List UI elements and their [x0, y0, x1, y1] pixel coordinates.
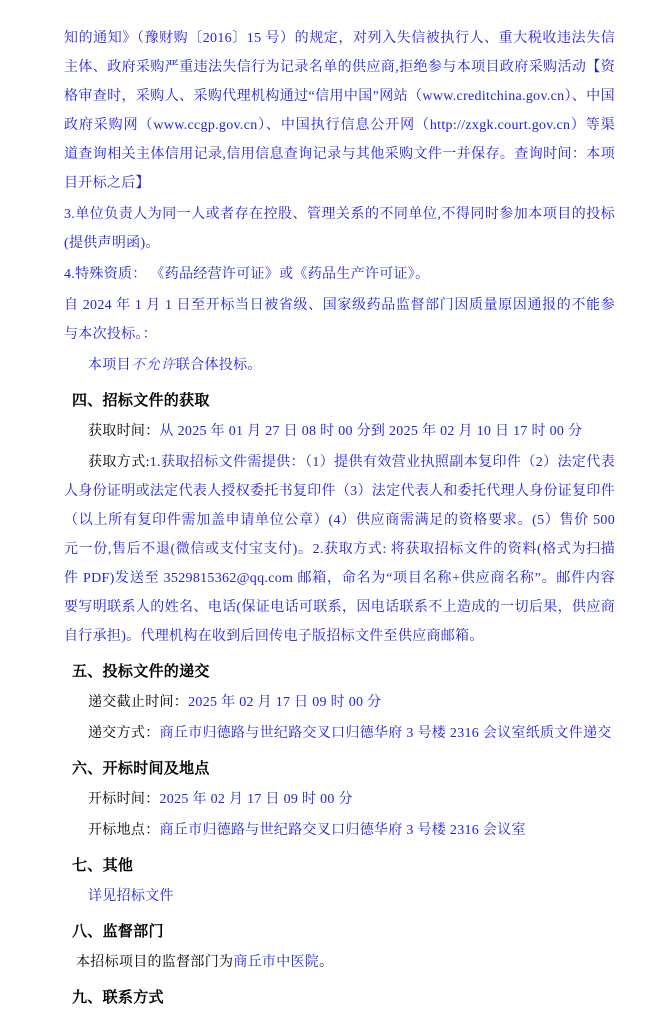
opening-place-row [64, 816, 615, 845]
submission-method-value: 商丘市归德路与世纪路交叉口归德华府 3 号楼 2316 会议室纸质文件递交 [159, 726, 612, 741]
supervision-prefix: 本招标项目的监督部门为 [76, 955, 234, 970]
clause-3-paragraph [64, 200, 615, 258]
submission-deadline-row [64, 688, 615, 717]
submission-method-row [64, 719, 615, 748]
supervision-suffix: 。 [319, 955, 334, 970]
clause-4-text: 4.特殊资质： 《药品经营许可证》或《药品生产许可证》。 [64, 267, 430, 282]
section-6-heading: 六、开标时间及地点 [72, 760, 210, 777]
acquire-time-label: 获取时间： [88, 424, 160, 439]
section-4-heading: 四、招标文件的获取 [72, 392, 210, 409]
acquire-method-paragraph [64, 448, 615, 651]
acquire-time-row [64, 417, 615, 446]
opening-place-value: 商丘市归德路与世纪路交叉口归德华府 3 号楼 2316 会议室 [159, 823, 526, 838]
section-8-heading: 八、监督部门 [72, 923, 164, 940]
acquire-time-value: 从 2025 年 01 月 27 日 08 时 00 分到 2025 年 02 月 10 日 17 时 00 分 [159, 424, 583, 439]
submission-deadline-value: 2025 年 02 月 17 日 09 时 00 分 [188, 695, 382, 710]
consortium-prefix: 本项目 [88, 358, 131, 373]
supervision-org: 商丘市中医院 [233, 955, 320, 970]
clause-4-paragraph [64, 260, 615, 289]
acquire-method-value: 1.获取招标文件需提供：（1）提供有效营业执照副本复印件（2）法定代表人身份证明或法定代表人授权委托书复印件（3）法定代表人和委托代理人身份证复印件（以上所有复印件需加盖申请单位公章）(4）供应商需满足的资格要求。(5）售价 500 元一份,售后不退(微信或支付宝支付)。2.获取方式: 将获取招标文件的资料(格式为扫描件 PDF)发送至 3529815362@qq.com 邮箱，命名为“项目名称+供应商名称”。邮件内容要写明联系人的姓名、电话(保证电话可联系，因电话联系不上造成的一切后果，供应商自行承担)。代理机构在收到后回传电子版招标文件至供应商邮箱。 [64, 455, 615, 644]
submission-deadline-label: 递交截止时间： [88, 695, 189, 710]
drug-quality-paragraph [64, 291, 615, 349]
clause-3-text: 3.单位负责人为同一人或者存在控股、管理关系的不同单位,不得同时参加本项目的投标(提供声明函)。 [64, 207, 615, 251]
credit-check-text: 知的通知》（豫财购〔2016〕15 号）的规定，对列入失信被执行人、重大税收违法失信主体、政府采购严重违法失信行为记录名单的供应商,拒绝参与本项目政府采购活动【资格审查时，采购人、采购代理机构通过“信用中国”网站（www.creditchina.gov.cn）、中国政府采购网（www.ccgp.gov.cn）、中国执行信息公开网（http://zxgk.court.gov.cn）等渠道查询相关主体信用记录,信用信息查询记录与其他采购文件一并保存。查询时间：本项目开标之后】 [64, 31, 615, 191]
consortium-emphasis: 不允许 [130, 358, 176, 373]
section-9-heading: 九、联系方式 [72, 989, 164, 1006]
opening-time-label: 开标时间： [88, 792, 160, 807]
drug-quality-text: 自 2024 年 1 月 1 日至开标当日被省级、国家级药品监督部门因质量原因通报的不能参与本次投标。： [64, 298, 615, 342]
section-7-text: 详见招标文件 [88, 889, 174, 904]
opening-time-row [64, 785, 615, 814]
acquire-method-label: 获取方式: [88, 455, 150, 470]
supervision-row [64, 948, 615, 977]
section-7-heading: 七、其他 [72, 857, 134, 874]
opening-time-value: 2025 年 02 月 17 日 09 时 00 分 [159, 792, 353, 807]
opening-place-label: 开标地点： [88, 823, 160, 838]
credit-check-paragraph [64, 24, 615, 198]
consortium-suffix: 联合体投标。 [175, 358, 262, 373]
submission-method-label: 递交方式： [88, 726, 160, 741]
section-7-body [64, 882, 615, 911]
consortium-paragraph [64, 351, 615, 380]
section-5-heading: 五、投标文件的递交 [72, 663, 210, 680]
